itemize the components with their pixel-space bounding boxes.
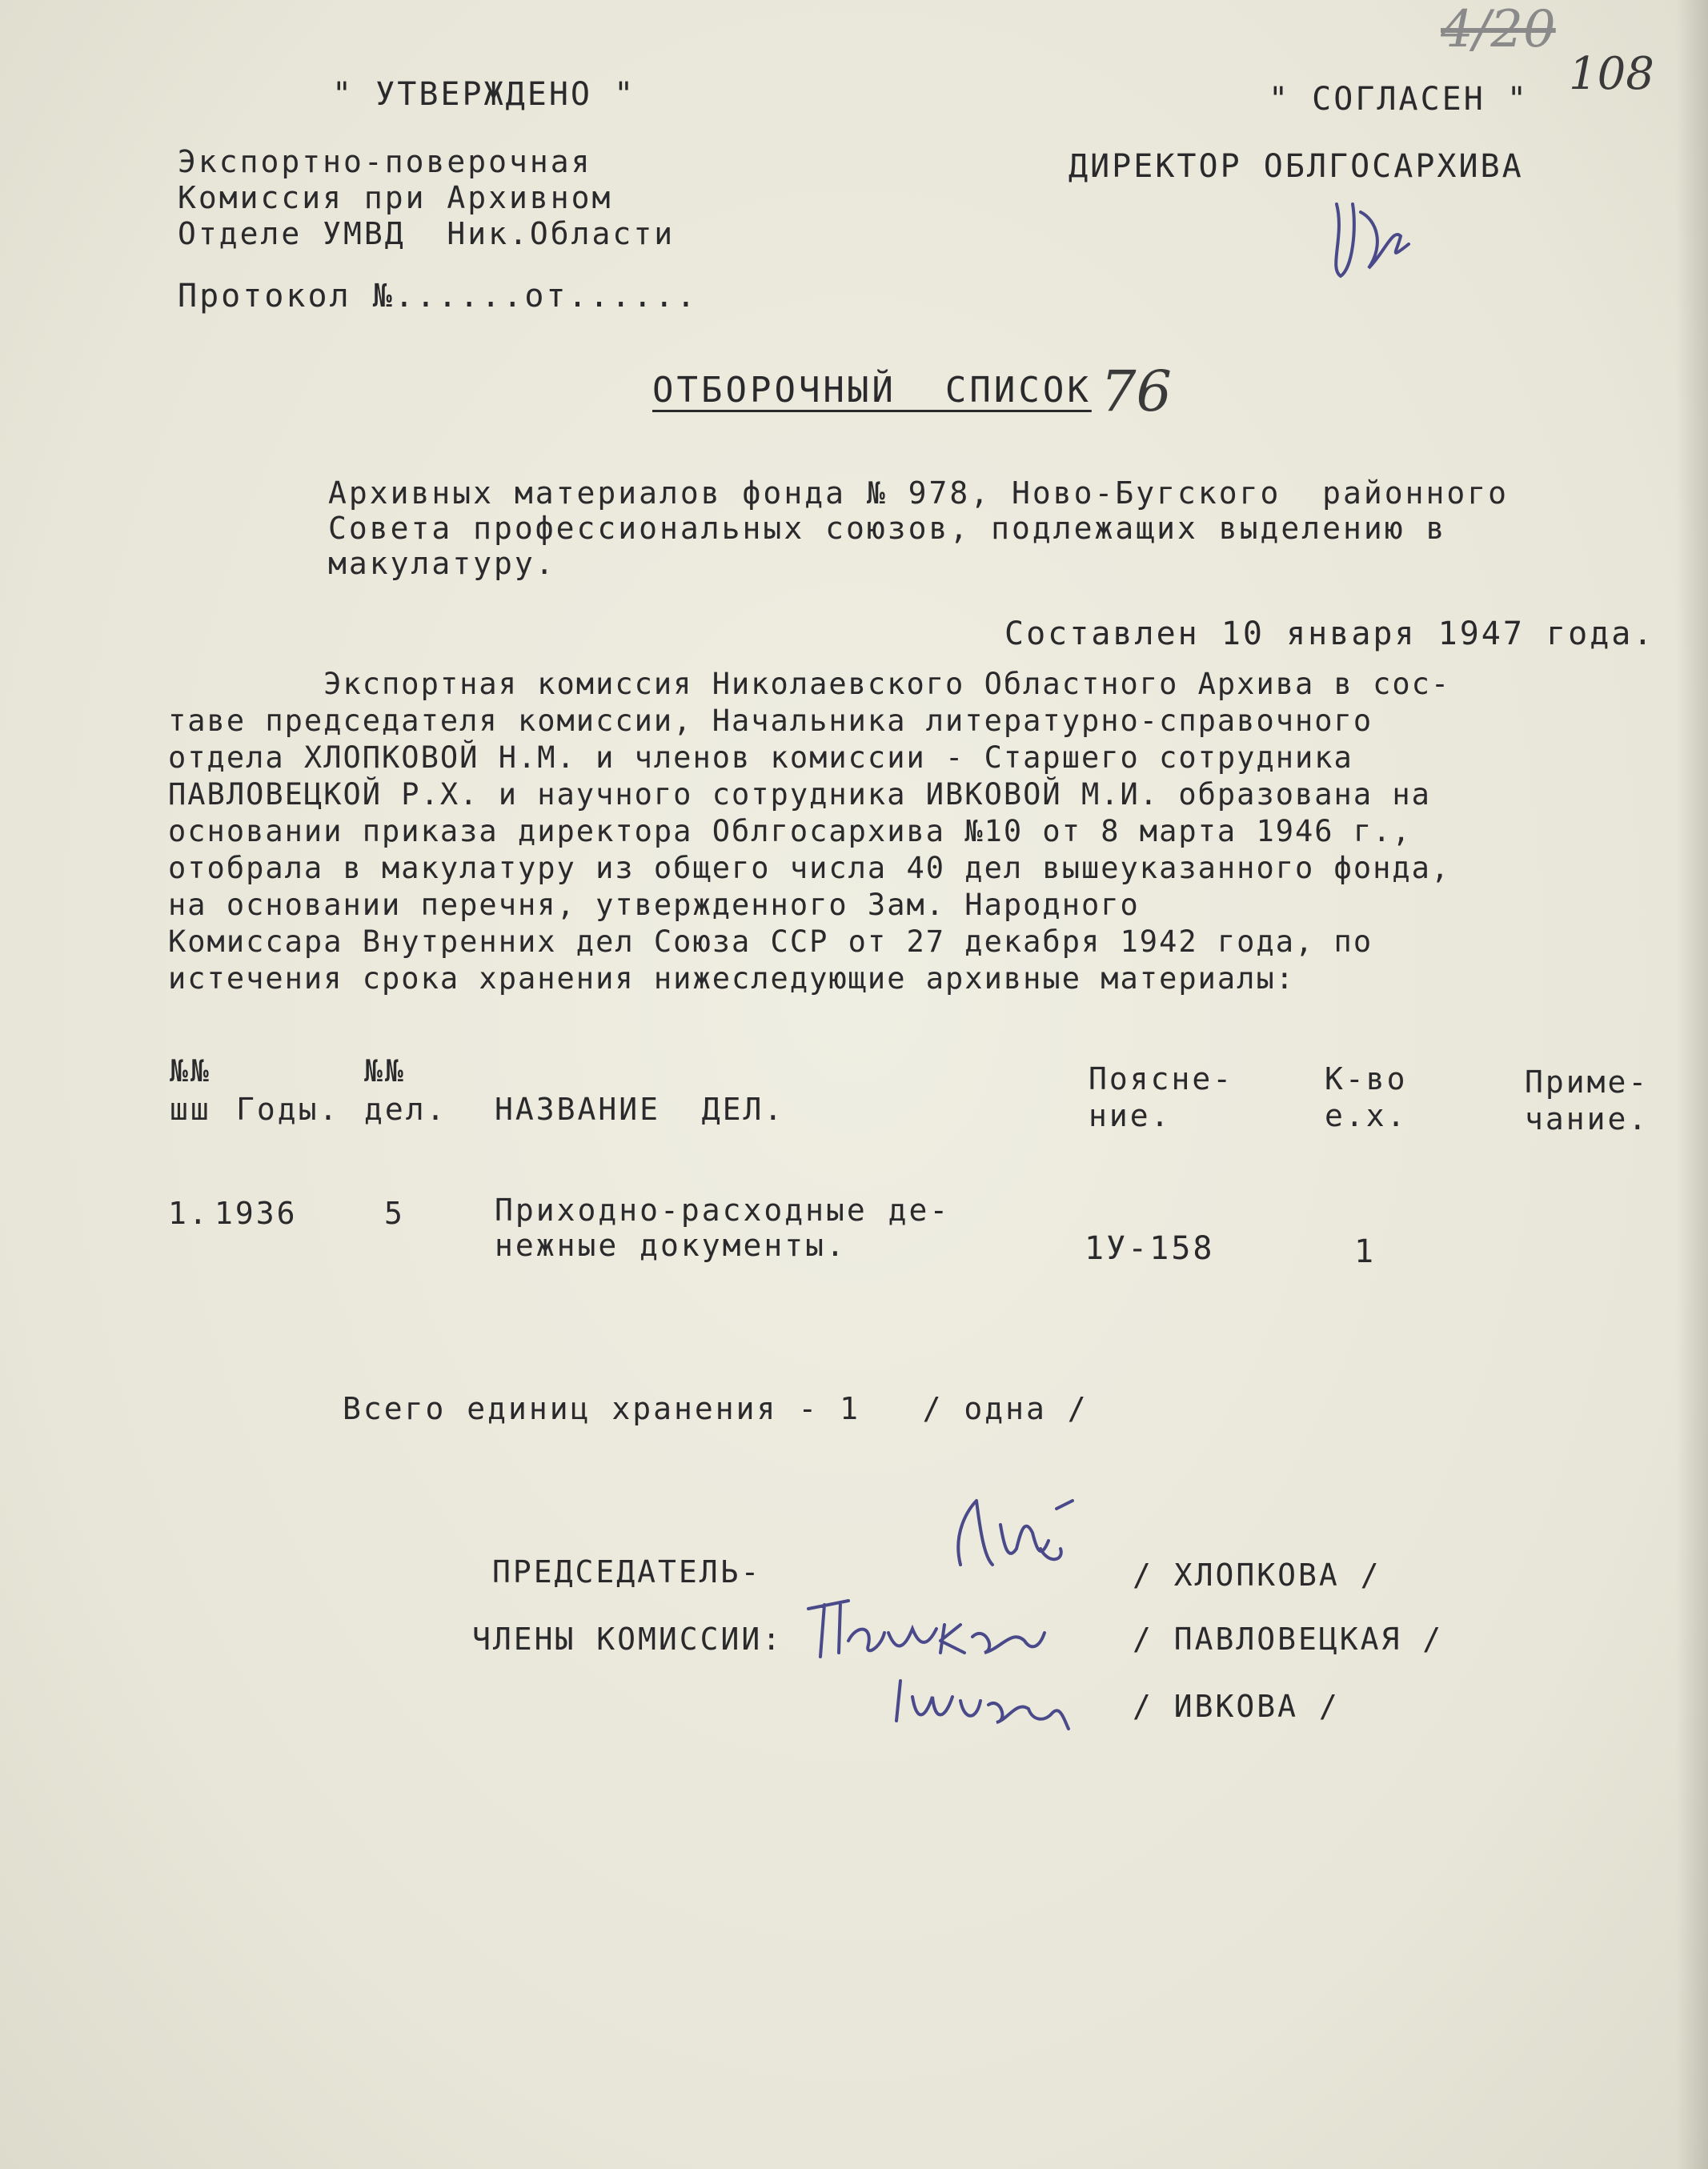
body-line: основании приказа директора Облгосархива №10 от 8 марта 1946 г., <box>168 814 1412 848</box>
cell-explanation: 1У-158 <box>1085 1230 1215 1267</box>
header-note-2: чание. <box>1525 1101 1650 1137</box>
header-num-2: шш <box>170 1092 211 1127</box>
body-line: истечения срока хранения нижеследующие архивные материалы: <box>168 961 1296 996</box>
document-number: 76 <box>1101 359 1173 424</box>
member2-signature <box>888 1665 1073 1737</box>
archive-number-stamp: 4/20 <box>1441 0 1556 59</box>
body-line: ПАВЛОВЕЦКОЙ Р.Х. и научного сотрудника ИВКОВОЙ М.И. образована на <box>168 777 1431 812</box>
chair-signature <box>944 1485 1105 1589</box>
cell-name-1: Приходно-расходные де- <box>495 1193 951 1228</box>
member1-signature <box>800 1585 1048 1673</box>
subtitle-line-2: Совета профессиональных союзов, подлежащих выделению в <box>328 511 1447 546</box>
approved-line-3: Отделе УМВД Ник.Области <box>178 216 676 251</box>
sheet-number: 108 <box>1569 48 1654 100</box>
approved-line-1: Экспортно-поверочная <box>178 144 592 179</box>
total-line: Всего единиц хранения - 1 / одна / <box>343 1391 1089 1426</box>
member2-name: / ИВКОВА / <box>1133 1689 1340 1724</box>
header-cases-1: №№ <box>364 1053 406 1089</box>
document-title: ОТБОРОЧНЫЙ СПИСОК <box>652 370 1092 411</box>
page-edge-shadow <box>1676 0 1708 2169</box>
chair-label: ПРЕДСЕДАТЕЛЬ- <box>492 1554 762 1590</box>
cell-case: 5 <box>384 1196 405 1231</box>
body-paragraph <box>168 666 1673 997</box>
subtitle-line-3: макулатуру. <box>328 546 556 581</box>
body-line: на основании перечня, утвержденного Зам. Народного <box>168 888 1140 922</box>
header-count-1: К-во <box>1325 1061 1408 1097</box>
header-cases-2: дел. <box>364 1092 447 1127</box>
subtitle-line-1: Архивных материалов фонда № 978, Ново-Бугского районного <box>328 475 1510 511</box>
body-line: Комиссара Внутренних дел Союза ССР от 27 декабря 1942 года, по <box>168 924 1373 959</box>
header-count-2: е.х. <box>1325 1098 1408 1133</box>
approved-title: " УТВЕРЖДЕНО " <box>332 76 636 113</box>
header-year: Годы. <box>236 1092 340 1127</box>
director-signature <box>1313 180 1425 292</box>
chair-name: / ХЛОПКОВА / <box>1133 1558 1381 1593</box>
header-note-1: Приме- <box>1525 1064 1650 1100</box>
body-line: Экспортная комиссия Николаевского Областного Архива в сос- <box>168 667 1451 701</box>
header-num-1: №№ <box>170 1053 211 1089</box>
member1-name: / ПАВЛОВЕЦКАЯ / <box>1133 1622 1444 1657</box>
protocol-line: Протокол №......от...... <box>178 278 698 315</box>
cell-year: 1936 <box>215 1196 298 1231</box>
body-line: отобрала в макулатуру из общего числа 40 дел вышеуказанного фонда, <box>168 851 1451 885</box>
cell-num: 1. <box>168 1196 210 1231</box>
agreed-position: ДИРЕКТОР ОБЛГОСАРХИВА <box>1069 148 1524 185</box>
members-label: ЧЛЕНЫ КОМИССИИ: <box>472 1622 784 1657</box>
header-name: НАЗВАНИЕ ДЕЛ. <box>495 1092 785 1127</box>
cell-count: 1 <box>1354 1233 1377 1270</box>
body-line: отдела ХЛОПКОВОЙ Н.М. и членов комиссии - Старшего сотрудника <box>168 740 1353 775</box>
compiled-date: Составлен 10 января 1947 года. <box>1004 615 1655 652</box>
cell-name-2: нежные документы. <box>495 1228 847 1263</box>
agreed-title: " СОГЛАСЕН " <box>1269 81 1529 118</box>
header-explanation-1: Поясне- <box>1089 1061 1234 1097</box>
approved-line-2: Комиссия при Архивном <box>178 180 613 215</box>
header-explanation-2: ние. <box>1089 1098 1172 1133</box>
body-line: таве председателя комиссии, Начальника литературно-справочного <box>168 704 1373 738</box>
